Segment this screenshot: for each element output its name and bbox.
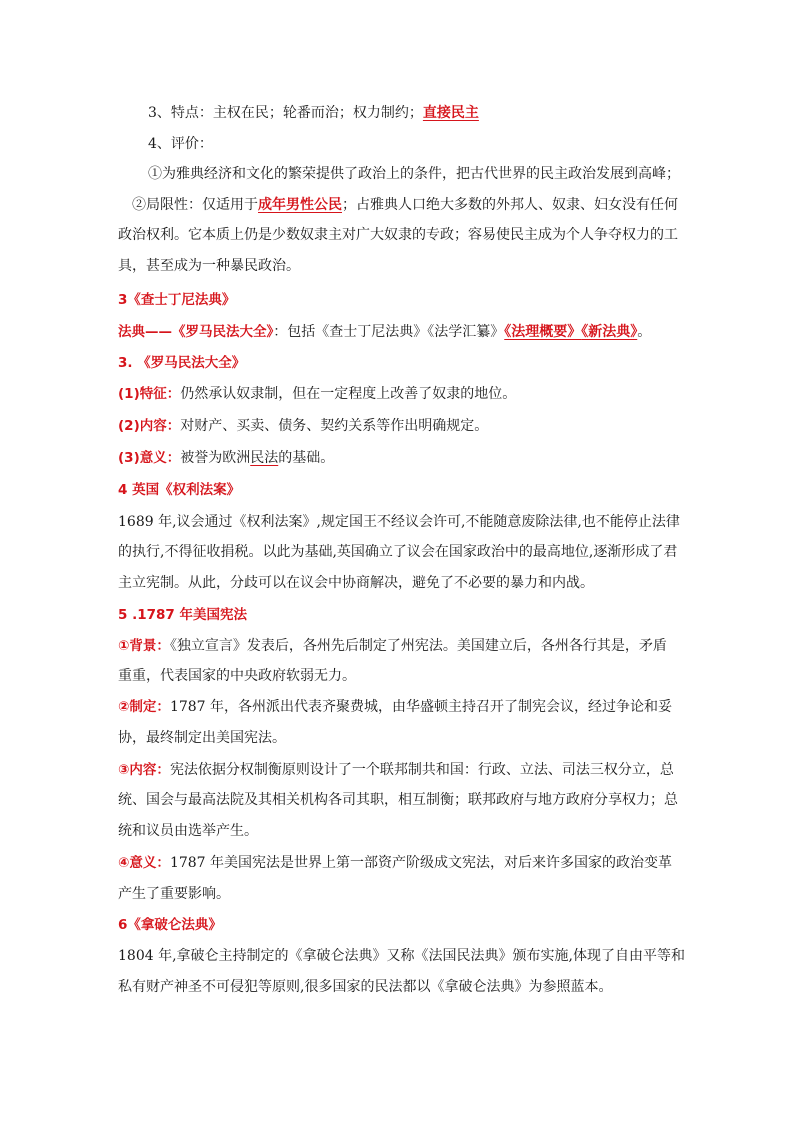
background-label: ①背景：	[118, 638, 170, 654]
roman-content	[118, 416, 488, 436]
athens-point-3	[148, 103, 479, 123]
roman-code-subheading: 3. 《罗马民法大全》	[118, 355, 246, 371]
eval2-prefix: ②局限性：仅适用于	[132, 197, 258, 213]
bill-of-rights-line-2: 的执行,不得征收捐税。以此为基础,英国确立了议会在国家政治中的最高地位,逐渐形成了君	[118, 544, 678, 560]
adult-male-citizens-emph: 成年男性公民	[258, 197, 342, 213]
us-content-line-2: 统、国会与最高法院及其相关机构各司其职，相互制衡；联邦政府与地方政府分享权力；总	[118, 792, 678, 808]
us-making-line-2: 协，最终制定出美国宪法。	[118, 730, 286, 746]
making-label: ②制定：	[118, 699, 170, 715]
civil-law-emph: 民法	[250, 450, 279, 466]
background-text: 《独立宣言》发表后，各州先后制定了州宪法。美国建立后，各州各行其是，矛盾	[169, 638, 667, 654]
us-making-line-1	[118, 697, 672, 717]
napoleon-heading: 6《拿破仑法典》	[118, 917, 222, 933]
athens-eval-2-line-2: 政治权利。它本质上仍是少数奴隶主对广大奴隶的专政；容易使民主成为个人争夺权力的工	[118, 227, 678, 243]
athens-point-4: 4、评价：	[148, 136, 213, 152]
roman-code-label: 法典——《罗马民法大全》	[118, 324, 274, 340]
athens-eval-2	[132, 195, 678, 215]
us-meaning-text: 1787 年美国宪法是世界上第一部资产阶级成文宪法，对后来许多国家的政治变革	[169, 855, 673, 871]
bill-of-rights-heading: 4 英国《权利法案》	[118, 482, 241, 498]
us-meaning-line-2: 产生了重要影响。	[118, 886, 230, 902]
point3-text: 3、特点：主权在民；轮番而治；权力制约；	[148, 105, 423, 121]
direct-democracy-emph: 直接民主	[422, 105, 479, 121]
meaning-suffix: 的基础。	[278, 450, 335, 466]
napoleon-line-2: 私有财产神圣不可侵犯等原则,很多国家的民法都以《拿破仑法典》为参照蓝本。	[118, 979, 613, 995]
eval2-suffix: ；占雅典人口绝大多数的外邦人、奴隶、妇女没有任何	[342, 197, 678, 213]
roman-code-line	[118, 322, 651, 342]
novels-emph: 《新法典》	[581, 324, 638, 340]
meaning-prefix: 被誉为欧洲	[180, 450, 251, 466]
roman-code-end: 。	[637, 324, 652, 340]
us-background-line-2: 重重，代表国家的中央政府软弱无力。	[118, 668, 356, 684]
feature-text: 仍然承认奴隶制，但在一定程度上改善了奴隶的地位。	[180, 386, 517, 402]
content-label: (2)内容：	[118, 418, 181, 434]
us-content-line-3: 统和议员由选举产生。	[118, 823, 258, 839]
bill-of-rights-line-3: 主立宪制。从此，分歧可以在议会中协商解决，避免了不必要的暴力和内战。	[118, 575, 594, 591]
content-text: 对财产、买卖、债务、契约关系等作出明确规定。	[180, 418, 489, 434]
institutes-emph: 《法理概要》	[504, 324, 582, 340]
justinian-heading: 3《查士丁尼法典》	[118, 292, 236, 308]
us-background-line-1	[118, 636, 667, 656]
us-content-line-1	[118, 760, 674, 780]
us-meaning-line-1	[118, 853, 672, 873]
athens-eval-2-line-3: 具，甚至成为一种暴民政治。	[118, 258, 300, 274]
meaning-label: (3)意义：	[118, 450, 181, 466]
us-content-label: ③内容：	[118, 762, 170, 778]
us-content-text: 宪法依据分权制衡原则设计了一个联邦制共和国：行政、立法、司法三权分立，总	[169, 762, 674, 778]
feature-label: (1)特征：	[118, 386, 181, 402]
athens-eval-1: ①为雅典经济和文化的繁荣提供了政治上的条件，把古代世界的民主政治发展到高峰；	[148, 166, 680, 182]
napoleon-line-1: 1804 年,拿破仑主持制定的《拿破仑法典》又称《法国民法典》颁布实施,体现了自由平等和	[118, 948, 685, 964]
roman-meaning	[118, 448, 334, 468]
us-meaning-label: ④意义：	[118, 855, 170, 871]
us-constitution-heading: 5 .1787 年美国宪法	[118, 607, 247, 623]
roman-code-text: ：包括《查士丁尼法典》《法学汇纂》	[273, 324, 505, 340]
making-text: 1787 年，各州派出代表齐聚费城，由华盛顿主持召开了制宪会议，经过争论和妥	[169, 699, 673, 715]
roman-feature	[118, 384, 516, 404]
bill-of-rights-line-1: 1689 年,议会通过《权利法案》,规定国王不经议会许可,不能随意废除法律,也不能停止法律	[118, 514, 680, 530]
